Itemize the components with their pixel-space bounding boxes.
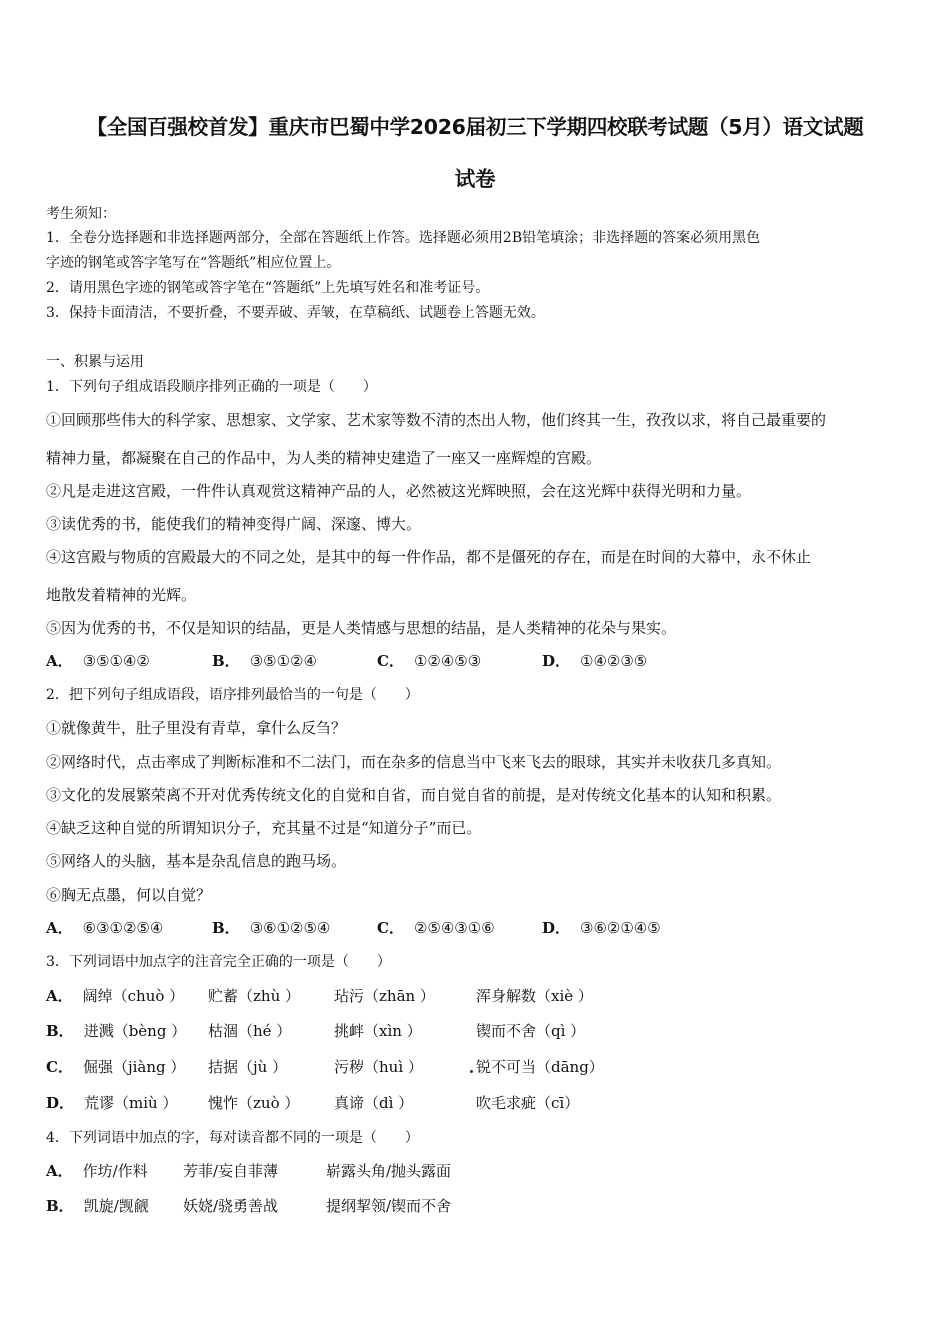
question-1-sentence: ③读优秀的书，能使我们的精神变得广阔、深邃、博大。 bbox=[46, 515, 422, 533]
question-4-option-b[interactable]: B． 凯旋/觊觎 bbox=[46, 1197, 149, 1215]
page-title-continued: 试卷 bbox=[454, 167, 496, 191]
word-pair: 提纲挈领/锲而不舍 bbox=[326, 1197, 452, 1215]
question-1-stem: 1．下列句子组成语段顺序排列正确的一项是（ ） bbox=[46, 379, 377, 395]
notice-line: 2．请用黑色字迹的钢笔或答字笔在“答题纸”上先填写姓名和准考证号。 bbox=[46, 280, 490, 296]
question-1-sentence: ⑤因为优秀的书，不仅是知识的结晶，更是人类情感与思想的结晶，是人类精神的花朵与果实。 bbox=[46, 619, 677, 637]
question-3-option-d[interactable]: D． 荒谬（miù ） bbox=[46, 1094, 178, 1112]
question-1-sentence: ②凡是走进这宫殿，一件件认真观赏这精神产品的人，必然被这光辉映照，会在这光辉中获得光明和力量。 bbox=[46, 482, 752, 500]
pinyin-word: 锐不可当（dāng） bbox=[476, 1058, 604, 1076]
question-2-option-c[interactable]: C． ②⑤④③①⑥ bbox=[377, 919, 495, 937]
pinyin-word: 污秽（huì ） bbox=[334, 1058, 423, 1076]
pinyin-word: 吹毛求疵（cī） bbox=[476, 1094, 580, 1112]
word-pair: 芳菲/妄自菲薄 bbox=[183, 1162, 279, 1180]
word-pair: 妖娆/骁勇善战 bbox=[183, 1197, 279, 1215]
pinyin-word: 锲而不舍（qì ） bbox=[476, 1022, 586, 1040]
question-1-option-a[interactable]: A． ③⑤①④② bbox=[46, 652, 150, 670]
pinyin-word: 玷污（zhān ） bbox=[334, 987, 435, 1005]
notice-line: 字迹的钢笔或答字笔写在“答题纸”相应位置上。 bbox=[46, 255, 341, 271]
pinyin-word: 浑身解数（xiè ） bbox=[476, 987, 593, 1005]
question-1-option-b[interactable]: B． ③⑤①②④ bbox=[212, 652, 317, 670]
question-2-sentence: ②网络时代，点击率成了判断标准和不二法门，而在杂多的信息当中飞来飞去的眼球，其实并未收获几多真知。 bbox=[46, 753, 782, 771]
question-3-option-b[interactable]: B． 迸溅（bèng ） bbox=[46, 1022, 187, 1040]
question-2-option-a[interactable]: A． ⑥③①②⑤④ bbox=[46, 919, 164, 937]
question-2-sentence: ③文化的发展繁荣离不开对优秀传统文化的自觉和自省，而自觉自省的前提，是对传统文化基本的认知和积累。 bbox=[46, 786, 782, 804]
section-heading: 一、积累与运用 bbox=[46, 354, 144, 370]
page-title: 【全国百强校首发】重庆市巴蜀中学2026届初三下学期四校联考试题（5月）语文试题 bbox=[86, 115, 864, 139]
question-4-stem: 4．下列词语中加点的字，每对读音都不同的一项是（ ） bbox=[46, 1130, 419, 1146]
question-2-sentence: ⑥胸无点墨，何以自觉？ bbox=[46, 886, 212, 904]
question-1-option-c[interactable]: C． ①②④⑤③ bbox=[377, 652, 482, 670]
emphasis-dot bbox=[470, 1070, 473, 1073]
question-2-option-d[interactable]: D． ③⑥②①④⑤ bbox=[542, 919, 661, 937]
notice-line: 3．保持卡面清洁，不要折叠，不要弄破、弄皱，在草稿纸、试题卷上答题无效。 bbox=[46, 305, 545, 321]
question-1-sentence: 精神力量，都凝聚在自己的作品中，为人类的精神史建造了一座又一座辉煌的宫殿。 bbox=[46, 449, 602, 467]
question-2-sentence: ①就像黄牛，肚子里没有青草，拿什么反刍？ bbox=[46, 719, 347, 737]
question-2-option-b[interactable]: B． ③⑥①②⑤④ bbox=[212, 919, 331, 937]
pinyin-word: 真谛（dì ） bbox=[334, 1094, 414, 1112]
question-3-stem: 3．下列词语中加点字的注音完全正确的一项是（ ） bbox=[46, 954, 391, 970]
pinyin-word: 挑衅（xìn ） bbox=[334, 1022, 422, 1040]
word-pair: 崭露头角/抛头露面 bbox=[326, 1162, 452, 1180]
pinyin-word: 愧怍（zuò ） bbox=[208, 1094, 300, 1112]
question-2-sentence: ⑤网络人的头脑，基本是杂乱信息的跑马场。 bbox=[46, 852, 347, 870]
pinyin-word: 拮据（jù ） bbox=[208, 1058, 288, 1076]
notice-heading: 考生须知： bbox=[46, 206, 116, 222]
question-1-sentence: ①回顾那些伟大的科学家、思想家、文学家、艺术家等数不清的杰出人物，他们终其一生，孜孜以求，将自己最重要的 bbox=[46, 411, 827, 429]
pinyin-word: 贮蓄（zhù ） bbox=[208, 987, 300, 1005]
pinyin-word: 枯涸（hé ） bbox=[208, 1022, 292, 1040]
question-1-option-d[interactable]: D． ①④②③⑤ bbox=[542, 652, 648, 670]
question-2-sentence: ④缺乏这种自觉的所谓知识分子，充其量不过是“知道分子”而已。 bbox=[46, 819, 482, 837]
notice-line: 1．全卷分选择题和非选择题两部分，全部在答题纸上作答。选择题必须用2B铅笔填涂；非选择题的答案必须用黑色 bbox=[46, 230, 761, 246]
question-1-sentence: 地散发着精神的光辉。 bbox=[46, 586, 197, 604]
question-4-option-a[interactable]: A． 作坊/作料 bbox=[46, 1162, 148, 1180]
question-3-option-c[interactable]: C． 倔强（jiàng ） bbox=[46, 1058, 186, 1076]
question-1-sentence: ④这宫殿与物质的宫殿最大的不同之处，是其中的每一件作品，都不是僵死的存在，而是在时间的大幕中，永不休止 bbox=[46, 548, 812, 566]
question-2-stem: 2．把下列句子组成语段，语序排列最恰当的一句是（ ） bbox=[46, 687, 419, 703]
question-3-option-a[interactable]: A． 阔绰（chuò ） bbox=[46, 987, 185, 1005]
